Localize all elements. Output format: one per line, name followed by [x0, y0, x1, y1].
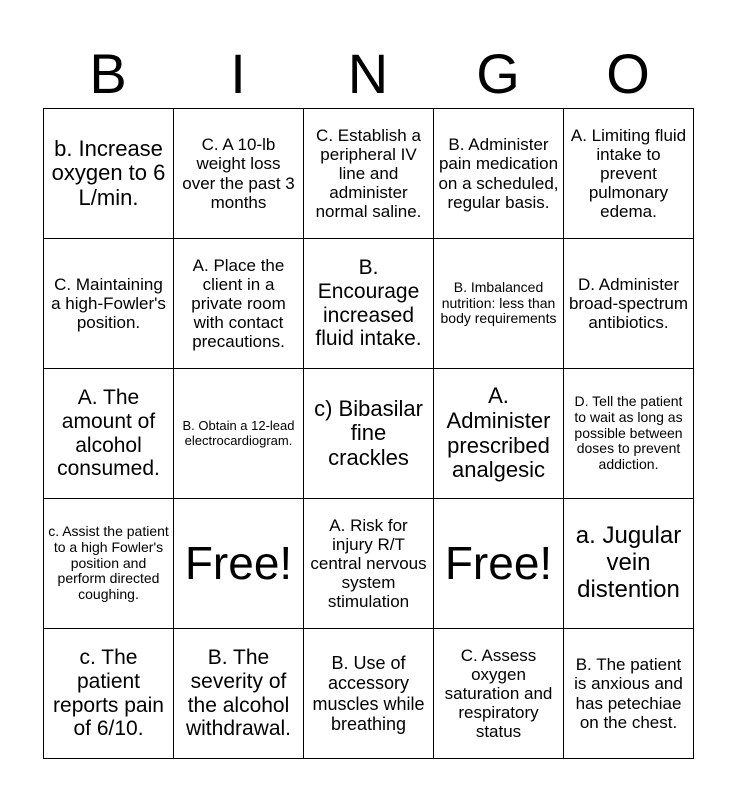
bingo-row: [44, 499, 694, 629]
bingo-cell: B. Use of accessory muscles while breathing: [304, 629, 434, 759]
bingo-cell: c. The patient reports pain of 6/10.: [44, 629, 174, 759]
bingo-cell: A. Risk for injury R/T central nervous system stimulation: [304, 499, 434, 629]
bingo-cell: C. Maintaining a high-Fowler's position.: [44, 239, 174, 369]
header-letter-g: G: [476, 42, 520, 105]
bingo-cell: B. The severity of the alcohol withdrawal.: [174, 629, 304, 759]
bingo-cell: B. Administer pain medication on a scheduled, regular basis.: [434, 109, 564, 239]
bingo-cell: A. Administer prescribed analgesic: [434, 369, 564, 499]
bingo-cell: D. Tell the patient to wait as long as possible between doses to prevent addiction.: [564, 369, 694, 499]
bingo-row: [44, 109, 694, 239]
bingo-row: [44, 369, 694, 499]
header-letter-b: B: [89, 42, 127, 105]
bingo-cell: B. Imbalanced nutrition: less than body requirements: [434, 239, 564, 369]
bingo-cell: A. The amount of alcohol consumed.: [44, 369, 174, 499]
free-space: Free!: [434, 499, 564, 629]
bingo-cell: B. Encourage increased fluid intake.: [304, 239, 434, 369]
bingo-cell: C. Establish a peripheral IV line and administer normal saline.: [304, 109, 434, 239]
bingo-cell: C. A 10-lb weight loss over the past 3 months: [174, 109, 304, 239]
bingo-cell: B. The patient is anxious and has petechiae on the chest.: [564, 629, 694, 759]
bingo-cell: c) Bibasilar fine crackles: [304, 369, 434, 499]
bingo-cell: B. Obtain a 12-lead electrocardiogram.: [174, 369, 304, 499]
header-letter-o: O: [606, 42, 650, 105]
bingo-cell: b. Increase oxygen to 6 L/min.: [44, 109, 174, 239]
header-letter-i: I: [230, 42, 246, 105]
bingo-cell: c. Assist the patient to a high Fowler's position and perform directed coughing.: [44, 499, 174, 629]
free-space: Free!: [174, 499, 304, 629]
bingo-cell: A. Place the client in a private room with contact precautions.: [174, 239, 304, 369]
bingo-cell: C. Assess oxygen saturation and respiratory status: [434, 629, 564, 759]
bingo-cell: D. Administer broad-spectrum antibiotics.: [564, 239, 694, 369]
bingo-row: [44, 629, 694, 759]
bingo-header: [43, 40, 693, 108]
bingo-row: [44, 239, 694, 369]
bingo-grid: [43, 108, 694, 759]
header-letter-n: N: [347, 42, 389, 105]
bingo-cell: a. Jugular vein distention: [564, 499, 694, 629]
bingo-cell: A. Limiting fluid intake to prevent pulmonary edema.: [564, 109, 694, 239]
